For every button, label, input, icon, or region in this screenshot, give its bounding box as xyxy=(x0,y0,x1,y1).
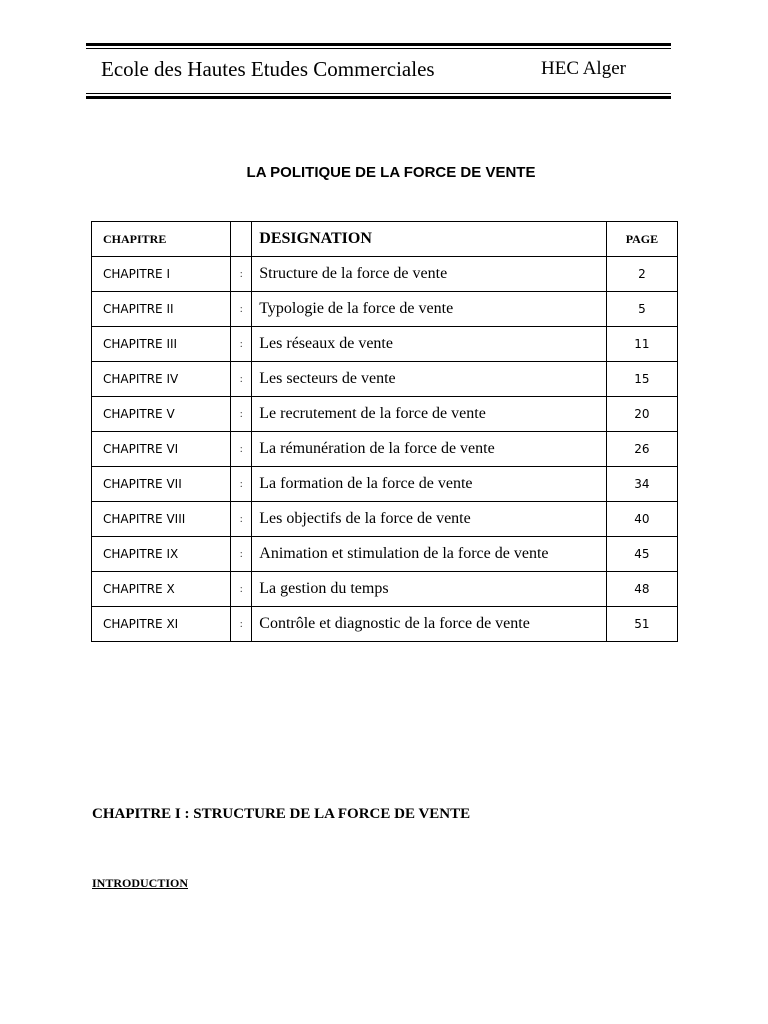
header-top-rule-thin xyxy=(86,48,671,49)
toc-chapter: CHAPITRE IX xyxy=(92,537,231,572)
toc-page-number: 26 xyxy=(606,432,677,467)
toc-header-page: PAGE xyxy=(606,222,677,257)
toc-chapter: CHAPITRE V xyxy=(92,397,231,432)
toc-designation: Les secteurs de vente xyxy=(252,362,607,397)
toc-designation: Typologie de la force de vente xyxy=(252,292,607,327)
toc-header-designation: DESIGNATION xyxy=(252,222,607,257)
table-row xyxy=(92,467,678,502)
toc-page-number: 48 xyxy=(606,572,677,607)
toc-chapter: CHAPITRE II xyxy=(92,292,231,327)
table-row xyxy=(92,292,678,327)
table-row xyxy=(92,502,678,537)
toc-page-number: 45 xyxy=(606,537,677,572)
toc-designation: Le recrutement de la force de vente xyxy=(252,397,607,432)
toc-separator: : xyxy=(231,432,252,467)
toc-separator: : xyxy=(231,397,252,432)
toc-designation: La gestion du temps xyxy=(252,572,607,607)
toc-separator: : xyxy=(231,327,252,362)
toc-page-number: 51 xyxy=(606,607,677,642)
toc-page-number: 11 xyxy=(606,327,677,362)
table-of-contents xyxy=(91,221,678,642)
table-row xyxy=(92,257,678,292)
header-bottom-rule-thin xyxy=(86,93,671,94)
toc-chapter: CHAPITRE VI xyxy=(92,432,231,467)
toc-page-number: 5 xyxy=(606,292,677,327)
header-school-name: Ecole des Hautes Etudes Commerciales xyxy=(101,57,435,81)
introduction-subheading: INTRODUCTION xyxy=(92,876,189,890)
toc-separator: : xyxy=(231,467,252,502)
header-top-rule-thick xyxy=(86,43,671,46)
toc-designation: Les réseaux de vente xyxy=(252,327,607,362)
chapter-heading: CHAPITRE I : STRUCTURE DE LA FORCE DE VENTE xyxy=(92,806,471,822)
toc-designation: La rémunération de la force de vente xyxy=(252,432,607,467)
toc-header-row xyxy=(92,222,678,257)
toc-header-separator xyxy=(231,222,252,257)
toc-chapter: CHAPITRE VIII xyxy=(92,502,231,537)
table-row xyxy=(92,572,678,607)
toc-separator: : xyxy=(231,292,252,327)
table-row xyxy=(92,432,678,467)
table-row xyxy=(92,537,678,572)
toc-separator: : xyxy=(231,257,252,292)
toc-designation: Animation et stimulation de la force de vente xyxy=(252,537,607,572)
toc-chapter: CHAPITRE III xyxy=(92,327,231,362)
toc-page-number: 15 xyxy=(606,362,677,397)
table-row xyxy=(92,362,678,397)
toc-page-number: 40 xyxy=(606,502,677,537)
toc-chapter: CHAPITRE IV xyxy=(92,362,231,397)
header-city: HEC Alger xyxy=(541,58,626,79)
toc-chapter: CHAPITRE VII xyxy=(92,467,231,502)
toc-separator: : xyxy=(231,537,252,572)
toc-page-number: 2 xyxy=(606,257,677,292)
table-row xyxy=(92,397,678,432)
toc-page-number: 20 xyxy=(606,397,677,432)
toc-designation: Structure de la force de vente xyxy=(252,257,607,292)
toc-designation: Contrôle et diagnostic de la force de vente xyxy=(252,607,607,642)
toc-separator: : xyxy=(231,572,252,607)
toc-chapter: CHAPITRE XI xyxy=(92,607,231,642)
toc-chapter: CHAPITRE I xyxy=(92,257,231,292)
table-row xyxy=(92,327,678,362)
toc-page-number: 34 xyxy=(606,467,677,502)
toc-designation: Les objectifs de la force de vente xyxy=(252,502,607,537)
toc-separator: : xyxy=(231,502,252,537)
document-title: LA POLITIQUE DE LA FORCE DE VENTE xyxy=(246,164,536,181)
table-row xyxy=(92,607,678,642)
header-bottom-rule-thick xyxy=(86,96,671,99)
toc-header-chapter: CHAPITRE xyxy=(92,222,231,257)
toc-designation: La formation de la force de vente xyxy=(252,467,607,502)
toc-chapter: CHAPITRE X xyxy=(92,572,231,607)
toc-separator: : xyxy=(231,362,252,397)
toc-separator: : xyxy=(231,607,252,642)
